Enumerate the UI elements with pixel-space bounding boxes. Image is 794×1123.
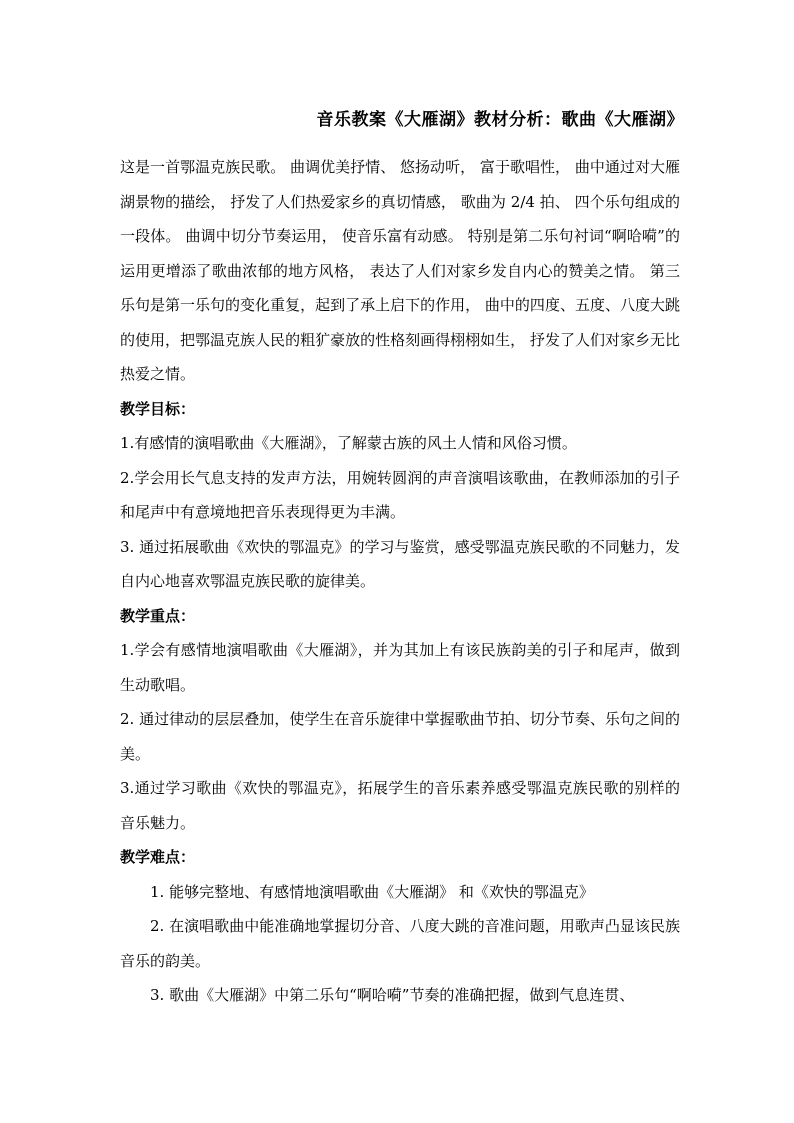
focus-item-3: 3.通过学习歌曲《欢快的鄂温克》，拓展学生的音乐素养感受鄂温克族民歌的别样的音乐魅力。 [120,779,680,832]
document-title: 音乐教案《大雁湖》教材分析：歌曲《大雁湖》 [316,110,684,130]
focus-item-1: 1.学会有感情地演唱歌曲《大雁湖》，并为其加上有该民族韵美的引子和尾声，做到生动歌唱。 [120,641,680,694]
section-heading-difficulties: 教学难点： [120,848,196,866]
section-heading-focus: 教学重点： [120,606,196,625]
goal-item-1: 1.有感情的演唱歌曲《大雁湖》，了解蒙古族的风土人情和风俗习惯。 [120,434,577,452]
section-heading-goals: 教学目标： [120,399,196,418]
intro-paragraph: 这是一首鄂温克族民歌。 曲调优美抒情、 悠扬动听， 富于歌唱性， 曲中通过对大雁湖景物的描绘， 抒发了人们热爱家乡的真切情感， 歌曲为 2/4 拍、 四个乐句组成的一段体。 曲调中切分节奏运用， 使音乐富有动感。 特别是第二乐句衬词“啊哈嗬”的运用更增添了歌曲浓郁的地方风格， 表达了人们对家乡发自内心的赞美之情。 第三乐句是第一乐句的变化重复，起到了承上启下的作用， 曲中的四度、五度、八度大跳的使用，把鄂温克族人民的粗犷豪放的性格刻画得栩栩如生， 抒发了人们对家乡无比热爱之情。 [120,158,680,383]
goal-item-2: 2.学会用长气息支持的发声方法，用婉转圆润的声音演唱该歌曲，在教师添加的引子和尾声中有意境地把音乐表现得更为丰满。 [120,468,680,521]
difficulty-item-1: 1. 能够完整地、有感情地演唱歌曲《大雁湖》 和《欢快的鄂温克》 [150,882,594,901]
document-body [120,150,680,1013]
difficulty-item-2: 2. 在演唱歌曲中能准确地掌握切分音、八度大跳的音准问题，用歌声凸显该民族音乐的韵美。 [120,917,680,970]
difficulty-item-3: 3. 歌曲《大雁湖》中第二乐句“啊哈嗬”节奏的准确把握，做到气息连贯、 [150,986,635,1004]
goal-item-3: 3. 通过拓展歌曲《欢快的鄂温克》的学习与鉴赏，感受鄂温克族民歌的不同魅力，发自内心地喜欢鄂温克族民歌的旋律美。 [120,537,680,590]
focus-item-2: 2. 通过律动的层层叠加，使学生在音乐旋律中掌握歌曲节拍、切分节奏、乐句之间的美。 [120,710,680,763]
